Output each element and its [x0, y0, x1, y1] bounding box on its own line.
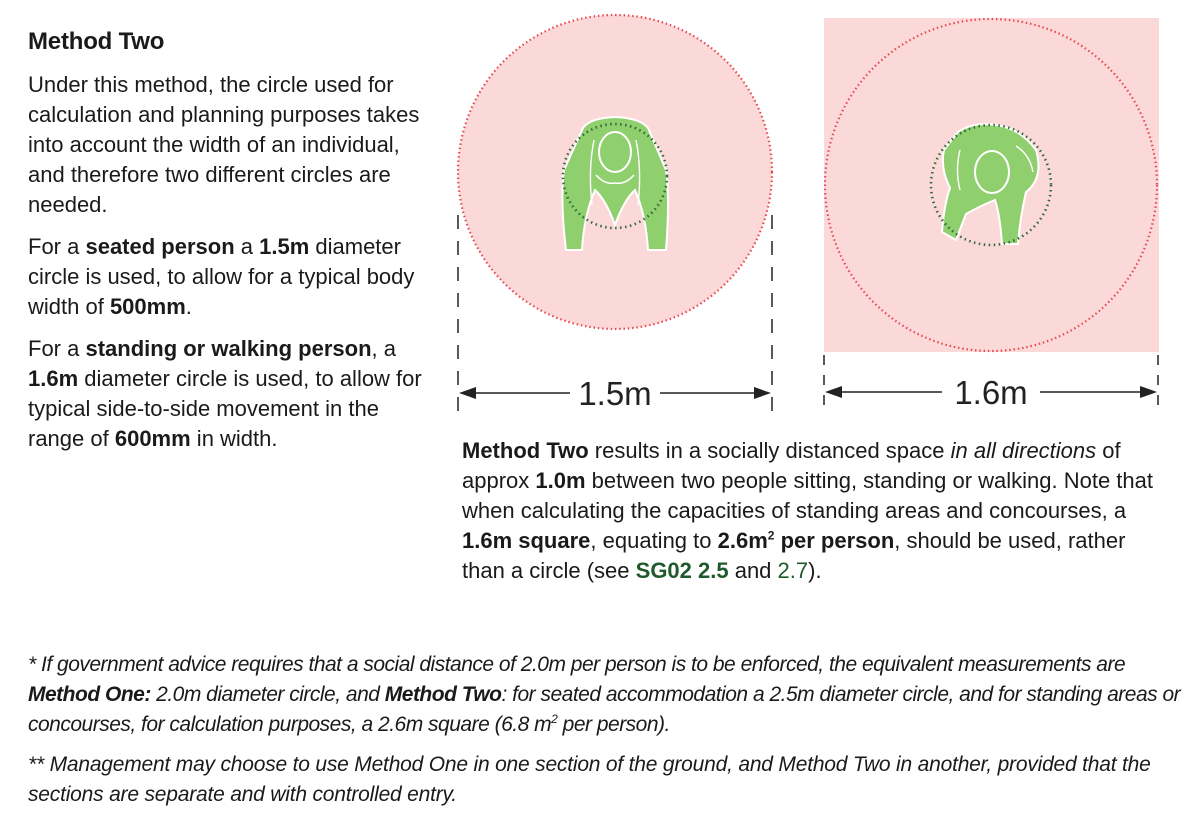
footnote-double-asterisk: ** Management may choose to use Method One in one section of the ground, and Method Two in another, provided that the sections are separate and with controlled entry.	[28, 753, 1151, 806]
seated-paragraph: For a seated person a 1.5m diameter circle is used, to allow for a typical body width of 500mm.	[28, 234, 415, 319]
section-heading: Method Two	[28, 28, 165, 55]
seated-circle-figure	[458, 15, 772, 415]
intro-paragraph: Under this method, the circle used for calculation and planning purposes takes into account the width of an individual, and therefore two different circles are needed.	[28, 72, 420, 217]
standing-paragraph: For a standing or walking person, a 1.6m diameter circle is used, to allow for typical side-to-side movement in the range of 600mm in width.	[28, 336, 422, 451]
method-two-diagram	[440, 0, 1180, 430]
caption-method-two: Method Two	[462, 438, 589, 463]
method-two-text	[28, 28, 423, 466]
sg02-2-7-link[interactable]: 2.7	[777, 558, 809, 583]
sg02-2-5-link[interactable]: SG02 2.5	[635, 558, 729, 583]
standing-person-term: standing or walking person	[85, 336, 372, 361]
figure-caption: Method Two results in a socially distanced space in all directions of approx 1.0m between two people sitting, standing or walking. Note that when calculating the capacities of standing areas and concourses, a 1.6m square, equating to $2.6m^2$ per person, should be used, rather than a circle (see SG02 2.5 and 2.7).	[462, 438, 1154, 583]
footnotes	[28, 650, 1193, 810]
seated-diameter: 1.5m	[259, 234, 310, 259]
standing-diameter: 1.6m	[28, 366, 79, 391]
standing-square-figure	[824, 18, 1159, 415]
footnote-single-asterisk: * If government advice requires that a social distance of 2.0m per person is to be enforced, the equivalent measurements are Method One: 2.0m diameter circle, and Method Two: for seated accommodation a 2.5m diameter circle, and for standing areas or concourses, for calculation purposes, a 2.6m square (6.8 $m^2$ per person).	[28, 653, 1181, 736]
standing-dimension-label: 1.6m	[954, 374, 1028, 411]
seated-body-width: 500mm	[109, 294, 186, 319]
seated-dimension-label: 1.5m	[578, 375, 652, 412]
standing-movement-width: 600mm	[114, 426, 191, 451]
seated-person-term: seated person	[85, 234, 235, 259]
